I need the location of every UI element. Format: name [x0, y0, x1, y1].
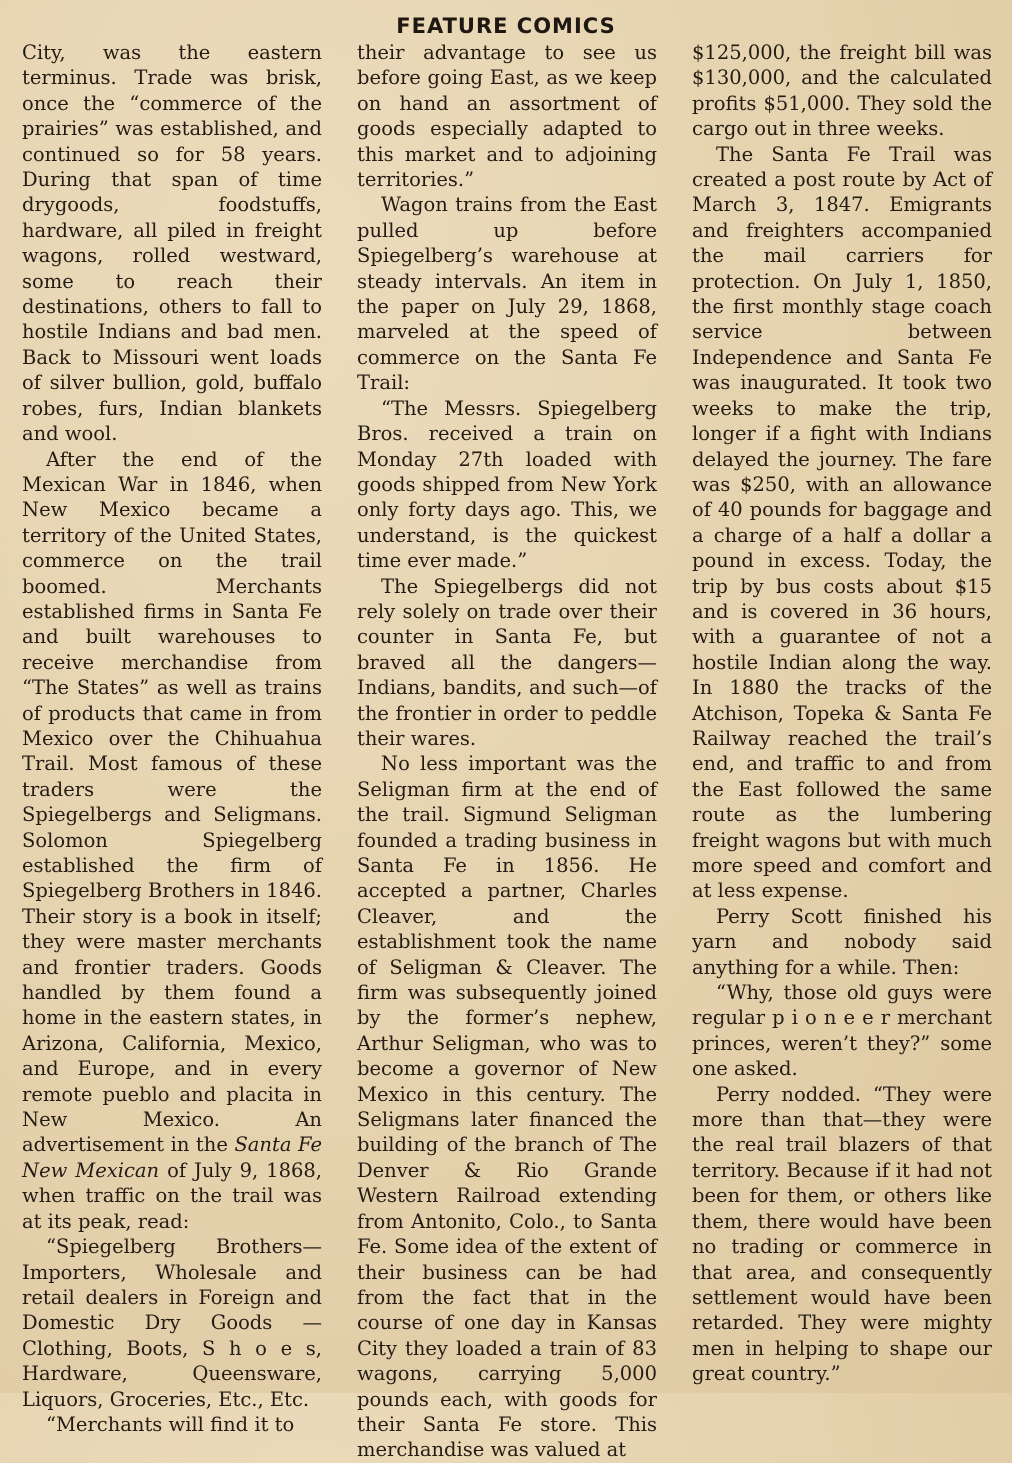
paragraph: Wagon trains from the East pulled up before Spiegelberg’s warehouse at steady intervals. An item in the paper on July 29, 1868, marveled at the speed of commerce on the Santa Fe Trail:: [357, 193, 657, 395]
paragraph: The Spiegelbergs did not rely solely on trade over their counter in Santa Fe, but braved all the dangers—Indians, bandits, and such—of the frontier in order to peddle their wares.: [357, 574, 657, 750]
paragraph: $125,000, the freight bill was $130,000, and the calculated profits $51,000. They sold the cargo out in three weeks.: [692, 41, 992, 141]
article-columns: [22, 40, 992, 1462]
paragraph: City, was the eastern terminus. Trade was brisk, once the “commerce of the prairies” was established, and continued so for 58 years. During that span of time drygoods, foodstuffs, hardware, all piled in freight wagons, rolled westward, some to reach their destinations, others to fall to hostile Indians and bad men. Back to Missouri went loads of silver bullion, gold, buffalo robes, furs, Indian blankets and wool.: [22, 41, 322, 446]
paragraph-text: of July 9, 1868, when traffic on the trail was at its peak, read:: [22, 1158, 322, 1233]
paragraph: The Santa Fe Trail was created a post route by Act of March 3, 1847. Emigrants and freighters accompanied the mail carriers for protection. On July 1, 1850, the first monthly stage coach service between Independence and Santa Fe was inaugurated. It took two weeks to make the trip, longer if a fight with Indians delayed the journey. The fare was $250, with an allowance of 40 pounds for baggage and a charge of a half a dollar a pound in excess. Today, the trip by bus costs about $15 and is covered in 36 hours, with a guarantee of not a hostile Indian along the way. In 1880 the tracks of the Atchison, Topeka & Santa Fe Railway reached the trail’s end, and traffic to and from the East followed the same route as the lumbering freight wagons but with much more speed and comfort and at less expense.: [692, 142, 992, 903]
paragraph: No less important was the Seligman firm at the end of the trail. Sigmund Seligman founded a trading business in Santa Fe in 1856. He accepted a partner, Charles Cleaver, and the establishment took the name of Seligman & Cleaver. The firm was subsequently joined by the former’s nephew, Arthur Seligman, who was to become a governor of New Mexico in this century. The Seligmans later financed the building of the branch of The Denver & Rio Grande Western Railroad extending from Antonito, Colo., to Santa Fe. Some idea of the extent of their business can be had from the fact that in the course of one day in Kansas City they loaded a train of 83 wagons, carrying 5,000 pounds each, with goods for their Santa Fe store. This merchandise was valued at: [357, 752, 657, 1462]
column-left: [22, 40, 322, 1436]
paragraph: “Merchants will find it to: [46, 1412, 295, 1436]
column-right: [692, 40, 992, 1386]
paragraph: “Why, those old guys were regular p i o n e e r merchant princes, weren’t they?” some one asked.: [692, 981, 992, 1081]
paragraph: Perry Scott finished his yarn and nobody said anything for a while. Then:: [692, 904, 992, 979]
paragraph: [22, 447, 322, 1235]
newspaper-title: Santa Fe New Mexican: [22, 1133, 322, 1182]
paragraph: “The Messrs. Spiegelberg Bros. received a train on Monday 27th loaded with goods shipped from New York only forty days ago. This, we understand, is the quickest time ever made.”: [357, 396, 657, 573]
paragraph: “Spiegelberg Brothers—Importers, Wholesale and retail dealers in Foreign and Domestic Dry Goods — Clothing, Boots, S h o e s, Hardware, Queensware, Liquors, Groceries, Etc., Etc.: [22, 1235, 322, 1411]
paragraph: their advantage to see us before going East, as we keep on hand an assortment of goods especially adapted to this market and to adjoining territories.”: [357, 41, 657, 192]
paragraph: Perry nodded. “They were more than that—they were the real trail blazers of that territory. Because if it had not been for them, or others like them, there would have been no trading or commerce in that area, and consequently settlement would have been retarded. They were mighty men in helping to shape our great country.”: [692, 1082, 992, 1386]
paragraph-text: After the end of the Mexican War in 1846, when New Mexico became a territory of the United States, commerce on the trail boomed. Merchants established firms in Santa Fe and built warehouses to receive merchandise from “The States” as well as trains of products that came in from Mexico over the Chihuahua Trail. Most famous of these traders were the Spiegelbergs and Seligmans. Solomon Spiegelberg established the firm of Spiegelberg Brothers in 1846. Their story is a book in itself; they were master merchants and frontier traders. Goods handled by them found a home in the eastern states, in Arizona, California, Mexico, and Europe, and in every remote pueblo and placita in New Mexico. An advertisement in the: [22, 447, 322, 1157]
column-middle: [357, 40, 657, 1462]
page-header: FEATURE COMICS: [396, 14, 616, 38]
